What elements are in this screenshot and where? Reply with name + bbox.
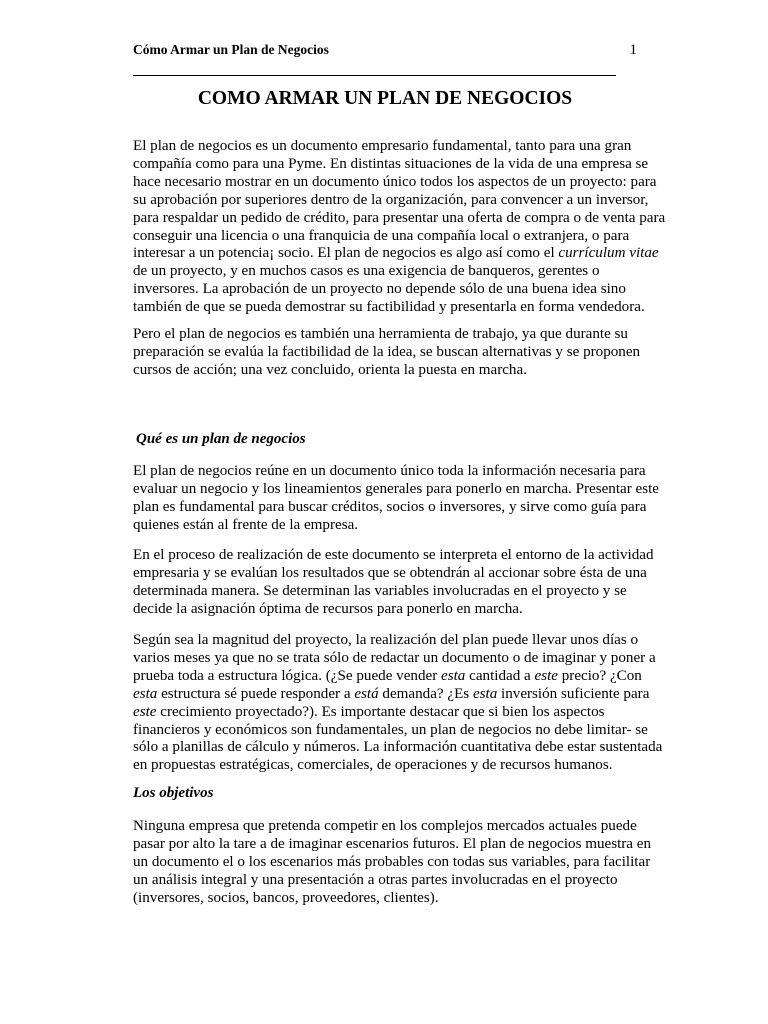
text-line: empresaria y se evalúan los resultados que se obtendrán al accionar sobre ésta de una: [133, 564, 647, 581]
section-heading-objetivos: Los objetivos: [133, 785, 214, 801]
text-fragment: interesar a un potencia¡ socio. El plan de negocios es algo así como el: [133, 245, 559, 262]
text-fragment: prueba toda a estructura lógica. (¿Se puede vender: [133, 667, 442, 684]
text-line: pasar por alto la tare a de imaginar escenarios futuros. El plan de negocios muestra en: [133, 835, 652, 852]
text-line: En el proceso de realización de este documento se interpreta el entorno de la actividad: [133, 547, 654, 563]
text-line: inversores. La aprobación de un proyecto no depende sólo de una buena idea sino: [133, 281, 626, 298]
text-line: plan es fundamental para buscar créditos, socios o inversores, y sirve como guía para: [133, 498, 647, 515]
page-number: 1: [629, 42, 637, 58]
text-line: [133, 704, 643, 722]
text-line: determinada manera. Se determinan las variables involucradas en el proyecto y se: [133, 582, 627, 599]
text-line: (inversores, socios, bancos, proveedores, clientes).: [133, 889, 439, 906]
italic-term: esta: [133, 685, 158, 702]
objetivos-paragraph-1: [133, 818, 652, 908]
section-heading-que-es: Qué es un plan de negocios: [136, 431, 306, 447]
text-fragment: inversión suficiente para: [497, 685, 650, 702]
text-line: Ninguna empresa que pretenda competir en los complejos mercados actuales puede: [133, 818, 637, 834]
text-line: El plan de negocios es un documento empresario fundamental, tanto para una gran: [133, 138, 632, 154]
italic-term: está: [354, 685, 379, 702]
text-line: decide la asignación óptima de recursos para ponerlo en marcha.: [133, 600, 523, 617]
text-fragment: cantidad a: [465, 667, 535, 684]
text-fragment: estructura sé puede responder a: [157, 685, 355, 702]
running-header-title: Cómo Armar un Plan de Negocios: [133, 42, 329, 57]
intro-paragraph-2: [133, 326, 643, 380]
text-line: quienes están al frente de la empresa.: [133, 516, 359, 533]
text-line: [133, 685, 650, 704]
text-fragment: demanda? ¿Es: [378, 685, 473, 702]
text-line: evaluar un negocio y los lineamientos generales para ponerlo en marcha. Presentar este: [133, 480, 659, 497]
italic-term: este: [133, 703, 157, 720]
text-line: preparación se evalúa la factibilidad de la idea, se buscan alternativas y se proponen: [133, 343, 641, 360]
italic-term: este: [534, 667, 558, 684]
text-line: en propuestas estratégicas, comerciales, de operaciones y de recursos humanos.: [133, 757, 613, 774]
text-line: financieros y económicos son fundamentales, un plan de negocios no debe limitar- se: [133, 721, 648, 738]
text-fragment: precio? ¿Con: [557, 667, 642, 684]
italic-term: esta: [441, 667, 466, 684]
intro-paragraph-1: [133, 138, 666, 317]
text-line: hace necesario mostrar en un documento único todos los aspectos de un proyecto: para: [133, 173, 657, 190]
text-line: un documento el o los escenarios más probables con todas sus variables, para facilitar: [133, 853, 651, 870]
text-line: El plan de negocios reúne en un documento único toda la información necesaria para: [133, 463, 646, 479]
que-es-paragraph-2: [133, 547, 654, 619]
text-line: [133, 668, 643, 686]
text-line: de un proyecto, y en muchos casos es una exigencia de banqueros, gerentes o: [133, 263, 600, 280]
text-line: para respaldar un pedido de crédito, para presentar una oferta de compra o de venta para: [133, 209, 666, 226]
text-line: [133, 245, 659, 263]
header-rule: [133, 75, 616, 76]
document-title: COMO ARMAR UN PLAN DE NEGOCIOS: [197, 88, 573, 109]
text-line: sólo a planillas de cálculo y números. La información cuantitativa debe estar sustentada: [133, 739, 663, 756]
que-es-paragraph-1: [133, 463, 659, 535]
italic-term: currículum vitae: [558, 245, 659, 262]
text-line: Pero el plan de negocios es también una herramienta de trabajo, ya que durante su: [133, 326, 628, 342]
text-line: varios meses ya que no se trata sólo de redactar un documento o de imaginar y poner a: [133, 649, 656, 666]
text-line: conseguir una licencia o una franquicia de una compañía local o extranjera, o para: [133, 227, 630, 244]
text-line: compañía como para una Pyme. En distintas situaciones de la vida de una empresa se: [133, 155, 649, 172]
text-line: un análisis integral y una presentación a otras partes involucradas en el proyecto: [133, 871, 618, 888]
running-header: [133, 41, 637, 59]
que-es-paragraph-3: [133, 632, 663, 775]
text-line: su aprobación por superiores dentro de la organización, para convencer a un inversor,: [133, 191, 649, 208]
text-line: también de que se pueda demostrar su factibilidad y presentarla en forma vendedora.: [133, 299, 645, 316]
text-line: cursos de acción; una vez concluido, orienta la puesta en marcha.: [133, 361, 527, 378]
text-line: Según sea la magnitud del proyecto, la realización del plan puede llevar unos días o: [133, 632, 639, 648]
text-fragment: crecimiento proyectado?). Es importante destacar que si bien los aspectos: [156, 703, 605, 720]
italic-term: esta: [472, 685, 498, 702]
